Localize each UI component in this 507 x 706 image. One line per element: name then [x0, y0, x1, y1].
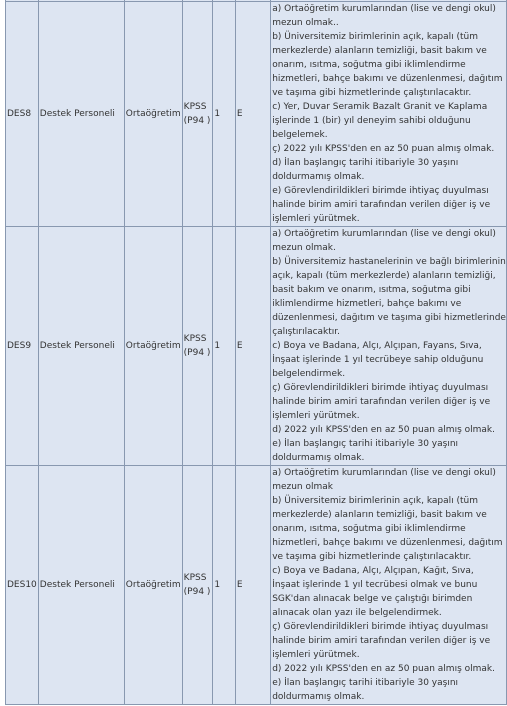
score-type: (P94 ): [183, 348, 211, 358]
requirement-line: hizmetleri, bahçe bakımı ve düzenlenmesi, dağıtım: [272, 74, 503, 84]
requirement-line: halinde birim amiri tarafından verilen diğer iş ve: [272, 200, 491, 210]
requirements-cell: [271, 466, 507, 705]
requirement-line: c) Boya ve Badana, Alçı, Alçıpan, Fayans, Sıva,: [272, 341, 482, 351]
requirement-line: e) İlan başlangıç tarihi itibariyle 30 yaşını: [272, 439, 459, 449]
requirement-line: halinde birim amiri tarafından verilen diğer iş ve: [272, 636, 491, 646]
requirement-line: a) Ortaöğretim kurumlarından (lise ve dengi okul): [272, 4, 496, 14]
requirement-line: İnşaat işlerinde 1 yıl tecrübesi olmak ve bunu: [272, 580, 478, 590]
requirement-line: c) Yer, Duvar Seramik Bazalt Granit ve Kaplama: [272, 102, 488, 112]
table-row: [6, 466, 507, 705]
score-type: (P94 ): [183, 587, 211, 597]
requirement-line: iklimlendirme hizmetleri, bahçe bakımı ve: [272, 299, 462, 309]
requirement-line: mezun olmak.: [272, 243, 336, 253]
positions-table-body: [6, 0, 507, 705]
requirement-line: düzenlenmesi, dağıtım ve taşıma gibi hizmetlerinde: [272, 313, 506, 323]
requirement-line: işlemleri yürütmek.: [272, 650, 360, 660]
position-code-cell: DES9: [6, 227, 39, 466]
requirement-line: c) Boya ve Badana, Alçı, Alçıpan, Kağıt, Sıva,: [272, 566, 474, 576]
requirement-line: ç) Görevlendirildikleri birimde ihtiyaç duyulması: [272, 383, 489, 393]
requirement-line: ve taşıma gibi hizmetlerinde çalıştırılacaktır.: [272, 88, 472, 98]
requirement-line: işlemleri yürütmek.: [272, 411, 360, 421]
table-row: [6, 2, 507, 227]
requirement-line: hizmetleri, bahçe bakımı ve düzenlenmesi, dağıtım: [272, 538, 503, 548]
requirement-line: d) 2022 yılı KPSS'den en az 50 puan almış olmak.: [272, 425, 495, 435]
requirement-line: alınacak olan yazı ile belgelendirmek.: [272, 608, 442, 618]
requirement-line: işlemleri yürütmek.: [272, 214, 360, 224]
position-title-cell: Destek Personeli: [38, 466, 124, 705]
requirement-line: a) Ortaöğretim kurumlarından (lise ve dengi okul): [272, 229, 496, 239]
requirement-line: doldurmamış olmak.: [272, 453, 365, 463]
exam-name: KPSS: [183, 573, 207, 583]
requirement-line: ç) Görevlendirildikleri birimde ihtiyaç duyulması: [272, 622, 489, 632]
requirement-line: a) Ortaöğretim kurumlarından (lise ve dengi okul): [272, 468, 496, 478]
requirement-line: işlerinde 1 (bir) yıl deneyim sahibi olduğunu: [272, 116, 471, 126]
requirement-line: doldurmamış olmak.: [272, 172, 365, 182]
position-count-cell: 1: [213, 466, 236, 705]
exam-type-cell: [182, 2, 213, 227]
requirement-line: merkezlerde) alanların temizliği, basit bakım ve: [272, 510, 487, 520]
gender-cell: E: [235, 2, 270, 227]
requirement-line: halinde birim amiri tarafından verilen diğer iş ve: [272, 397, 491, 407]
requirement-line: belgelemek.: [272, 130, 328, 140]
requirements-cell: [271, 227, 507, 466]
requirement-line: ç) 2022 yılı KPSS'den en az 50 puan almış olmak.: [272, 144, 495, 154]
exam-name: KPSS: [183, 102, 207, 112]
requirement-line: b) Üniversitemiz hastanelerinin ve bağlı birimlerinin: [272, 257, 506, 267]
requirement-line: basit bakım ve onarım, ısıtma, soğutma gibi: [272, 285, 471, 295]
score-type: (P94 ): [183, 116, 211, 126]
education-level-cell: Ortaöğretim: [124, 2, 182, 227]
requirement-line: onarım, ısıtma, soğutma gibi iklimlendirme: [272, 524, 466, 534]
position-count-cell: 1: [213, 227, 236, 466]
gender-cell: E: [235, 466, 270, 705]
position-title-cell: Destek Personeli: [38, 227, 124, 466]
requirement-line: e) Görevlendirildikleri birimde ihtiyaç duyulması: [272, 186, 489, 196]
requirement-line: d) 2022 yılı KPSS'den en az 50 puan almış olmak.: [272, 664, 495, 674]
requirement-line: doldurmamış olmak.: [272, 692, 365, 702]
position-count-cell: 1: [213, 2, 236, 227]
requirement-line: onarım, ısıtma, soğutma gibi iklimlendirme: [272, 60, 466, 70]
exam-type-cell: [182, 466, 213, 705]
requirement-line: mezun olmak..: [272, 18, 339, 28]
gender-cell: E: [235, 227, 270, 466]
requirement-line: açık, kapalı (tüm merkezlerde) alanların temizliği,: [272, 271, 496, 281]
requirement-line: belgelendirmek.: [272, 369, 346, 379]
requirement-line: mezun olmak: [272, 482, 333, 492]
requirement-line: SGK'dan alınacak belge ve çalıştığı birimden: [272, 594, 473, 604]
requirement-line: çalıştırılacaktır.: [272, 327, 341, 337]
requirement-line: b) Üniversitemiz birimlerinin açık, kapalı (tüm: [272, 496, 478, 506]
table-row: [6, 227, 507, 466]
education-level-cell: Ortaöğretim: [124, 227, 182, 466]
requirement-line: İnşaat işlerinde 1 yıl tecrübeye sahip olduğunu: [272, 355, 484, 365]
exam-name: KPSS: [183, 334, 207, 344]
requirement-line: d) İlan başlangıç tarihi itibariyle 30 yaşını: [272, 158, 459, 168]
requirement-line: merkezlerde) alanların temizliği, basit bakım ve: [272, 46, 487, 56]
positions-table: [5, 0, 507, 705]
education-level-cell: Ortaöğretim: [124, 466, 182, 705]
requirements-cell: [271, 2, 507, 227]
requirement-line: ve taşıma gibi hizmetlerinde çalıştırılacaktır.: [272, 552, 472, 562]
position-title-cell: Destek Personeli: [38, 2, 124, 227]
requirement-line: e) İlan başlangıç tarihi itibariyle 30 yaşını: [272, 678, 459, 688]
exam-type-cell: [182, 227, 213, 466]
position-code-cell: DES10: [6, 466, 39, 705]
requirement-line: b) Üniversitemiz birimlerinin açık, kapalı (tüm: [272, 32, 478, 42]
position-code-cell: DES8: [6, 2, 39, 227]
